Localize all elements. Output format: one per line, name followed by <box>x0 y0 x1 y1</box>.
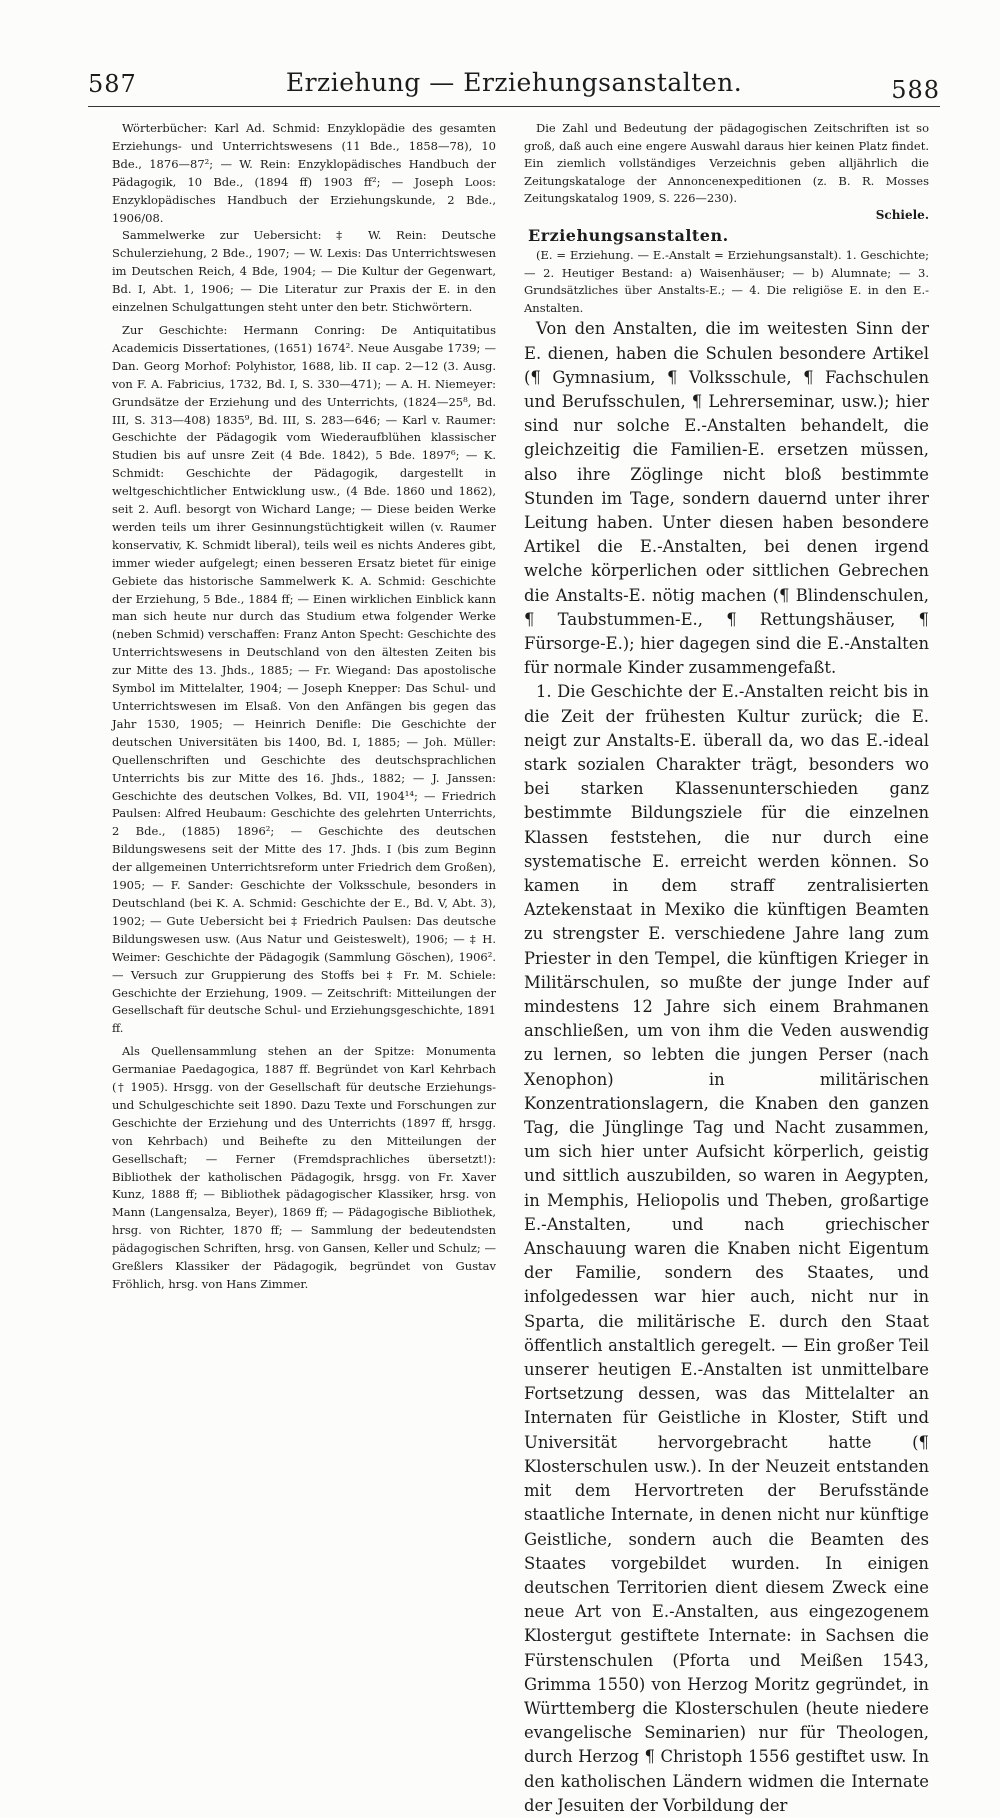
article-paragraph-intro: Von den Anstalten, die im weitesten Sinn der E. dienen, haben die Schulen besondere Artikel (¶ Gymnasium, ¶ Volksschule, ¶ Fachschulen und Berufsschulen, ¶ Lehrerseminar, usw.); hier sind nur solche E.-Anstalten behandelt, die gleichzeitig die Familien-E. ersetzen müssen, also ihre Zöglinge nicht bloß bestimmte Stunden im Tage, sondern dauernd unter ihrer Leitung haben. Unter diesen haben besondere Artikel die E.-Anstalten, bei denen irgend welche körperlichen oder sittlichen Gebrechen die Anstalts-E. nötig machen (¶ Blindenschulen, ¶ Taubstummen-E., ¶ Rettungshäuser, ¶ Fürsorge-E.); hier dagegen sind die E.-Anstalten für normale Kinder zusammengefaßt. <box>524 319 929 678</box>
right-column-article <box>524 120 929 1815</box>
author-signature: Schiele. <box>875 207 929 222</box>
page-header <box>88 62 940 104</box>
article-heading: Erziehungsanstalten. <box>528 225 729 245</box>
article-contents: (E. = Erziehung. — E.-Anstalt = Erziehungsanstalt). 1. Geschichte; — 2. Heutiger Bestand: a) Waisenhäuser; — b) Alumnate; — 3. Grundsätzliches über Anstalts-E.; — 4. Die religiöse E. in den E.-Anstalten. <box>524 247 929 315</box>
bibliography-sources: Als Quellensammlung stehen an der Spitze: Monumenta Germaniae Paedagogica, 1887 ff. Begründet von Karl Kehrbach († 1905). Hrsgg. von der Gesellschaft für deutsche Erziehungs- und Schulgeschichte seit 1890. Dazu Texte und Forschungen zur Geschichte der Erziehung und des Unterrichts (1897 ff, hrsgg. von Kehrbach) und Beihefte zu den Mitteilungen der Gesellschaft; — Ferner (Fremdsprachliches übersetzt!): Bibliothek der katholischen Pädagogik, hrsgg. von Fr. Xaver Kunz, 1888 ff; — Bibliothek pädagogischer Klassiker, hrsg. von Mann (Langensalza, Beyer), 1869 ff; — Pädagogische Bibliothek, hrsg. von Richter, 1870 ff; — Sammlung der bedeutendsten pädagogischen Schriften, hrsg. von Gansen, Keller und Schulz; — Greßlers Klassiker der Pädagogik, begründet von Gustav Fröhlich, hrsg. von Hans Zimmer. <box>112 1044 496 1291</box>
header-rule <box>88 106 940 107</box>
bibliography-collections: Sammelwerke zur Uebersicht: ‡ W. Rein: Deutsche Schulerziehung, 2 Bde., 1907; — W. Lexis: Das Unterrichtswesen im Deutschen Reich, 4 Bde, 1904; — Die Kultur der Gegenwart, Bd. I, Abt. 1, 1906; — Die Literatur zur Praxis der E. in den einzelnen Schulgattungen steht unter den betr. Stichwörtern. <box>112 228 496 315</box>
bibliography-dictionaries: Wörterbücher: Karl Ad. Schmid: Enzyklopädie des gesamten Erziehungs- und Unterrichtswesens (11 Bde., 1858—78), 10 Bde., 1876—87²; — W. Rein: Enzyklopädisches Handbuch der Pädagogik, 10 Bde., (1894 ff) 1903 ff²; — Joseph Loos: Enzyklopädisches Handbuch der Erziehungskunde, 2 Bde., 1906/08. <box>112 121 496 225</box>
left-column-bibliography <box>112 120 496 1530</box>
running-title: Erziehung — Erziehungsanstalten. <box>285 68 743 97</box>
article-paragraph-history: 1. Die Geschichte der E.-Anstalten reicht bis in die Zeit der frühesten Kultur zurück; die E. neigt zur Anstalts-E. überall da, wo das E.-ideal stark sozialen Charakter trägt, besonders wo bei starken Klassenunterschieden ganz bestimmte Bildungsziele für die einzelnen Klassen feststehen, die nur durch eine systematische E. erreicht werden können. So kamen in dem straff zentralisierten Aztekenstaat in Mexiko die künftigen Beamten zu strengster E. verschiedene Jahre lang zum Priester in den Tempel, die künftigen Krieger in Militärschulen, so mußte der junge Inder auf mindestens 12 Jahre sich einem Brahmanen anschließen, um von ihm die Veden auswendig zu lernen, so lebten die jungen Perser (nach Xenophon) in militärischen Konzentrationslagern, die Knaben den ganzen Tag, die Jünglinge Tag und Nacht zusammen, um sich hier unter Aufsicht körperlich, geistig und sittlich auszubilden, so waren in Aegypten, in Memphis, Heliopolis und Theben, großartige E.-Anstalten, und nach griechischer Anschauung waren die Knaben nicht Eigentum der Familie, sondern des Staates, und infolgedessen war hier auch, nicht nur in Sparta, die militärische E. durch den Staat öffentlich anstaltlich geregelt. — Ein großer Teil unserer heutigen E.-Anstalten ist unmittelbare Fortsetzung dessen, was das Mittelalter an Internaten für Geistliche in Kloster, Stift und Universität hervorgebracht hatte (¶ Klosterschulen usw.). In der Neuzeit entstanden mit dem Hervortreten der Berufsstände staatliche Internate, in denen nicht nur künftige Geistliche, sondern auch die Beamten des Staates vorgebildet wurden. In einigen deutschen Territorien dient diesem Zweck eine neue Art von E.-Anstalten, aus eingezogenem Klostergut gestiftete Internate: in Sachsen die Fürstenschulen (Pforta und Meißen 1543, Grimma 1550) von Herzog Moritz gegründet, in Württemberg die Klosterschulen (heute niedere evangelische Seminarien) nur für Theologen, durch Herzog ¶ Christoph 1556 gestiftet usw. In den katholischen Ländern widmen die Internate der Jesuiten der Vorbildung der <box>524 682 929 1815</box>
bibliography-history: Zur Geschichte: Hermann Conring: De Antiquitatibus Academicis Dissertationes, (1651) 1674². Neue Ausgabe 1739; — Dan. Georg Morhof: Polyhistor, 1688, lib. II cap. 2—12 (3. Ausg. von F. A. Fabricius, 1732, Bd. I, S. 330—471); — A. H. Niemeyer: Grundsätze der Erziehung und des Unterrichts, (1824—25⁸, Bd. III, S. 313—408) 1835⁹, Bd. III, S. 283—646; — Karl v. Raumer: Geschichte der Pädagogik vom Wiederaufblühen klassischer Studien bis auf unsre Zeit (4 Bde. 1842), 5 Bde. 1897⁶; — K. Schmidt: Geschichte der Pädagogik, dargestellt in weltgeschichtlicher Entwicklung usw., (4 Bde. 1860 und 1862), seit 2. Aufl. besorgt von Wichard Lange; — Diese beiden Werke werden teils um ihrer Gesinnungstüchtigkeit willen (v. Raumer konservativ, K. Schmidt liberal), teils weil es nichts Anderes gibt, immer wieder aufgelegt; einen besseren Ersatz bietet für einige Gebiete das historische Sammelwerk K. A. Schmid: Geschichte der Erziehung, 5 Bde., 1884 ff; — Einen wirklichen Einblick kann man sich heute nur durch das Studium etwa folgender Werke (neben Schmid) verschaffen: Franz Anton Specht: Geschichte des Unterrichtswesens in Deutschland von den ältesten Zeiten bis zur Mitte des 13. Jhds., 1885; — Fr. Wiegand: Das apostolische Symbol im Mittelalter, 1904; — Joseph Knepper: Das Schul- und Unterrichtswesen im Elsaß. Von den Anfängen bis gegen das Jahr 1530, 1905; — Heinrich Denifle: Die Geschichte der deutschen Universitäten bis 1400, Bd. I, 1885; — Joh. Müller: Quellenschriften und Geschichte des deutschsprachlichen Unterrichts bis zur Mitte des 16. Jhds., 1882; — J. Janssen: Geschichte des deutschen Volkes, Bd. VII, 1904¹⁴; — Friedrich Paulsen: Alfred Heubaum: Geschichte des gelehrten Unterrichts, 2 Bde., (1885) 1896²; — Geschichte des deutschen Bildungswesens seit der Mitte des 17. Jhds. I (bis zum Beginn der allgemeinen Unterrichtsreform unter Friedrich dem Großen), 1905; — F. Sander: Geschichte der Volksschule, besonders in Deutschland (bei K. A. Schmid: Geschichte der E., Bd. V, Abt. 3), 1902; — Gute Uebersicht bei ‡ Friedrich Paulsen: Das deutsche Bildungswesen usw. (Aus Natur und Geisteswelt), 1906; — ‡ H. Weimer: Geschichte der Pädagogik (Sammlung Göschen), 1906². — Versuch zur Gruppierung des Stoffs bei ‡ Fr. M. Schiele: Geschichte der Erziehung, 1909. — Zeitschrift: Mitteilungen der Gesellschaft für deutsche Schul- und Erziehungsgeschichte, 1891 ff. <box>112 322 496 1036</box>
periodicals-note: Die Zahl und Bedeutung der pädagogischen Zeitschriften ist so groß, daß auch eine engere Auswahl daraus hier keinen Platz findet. Ein ziemlich vollständiges Verzeichnis geben alljährlich die Zeitungskataloge der Annoncenexpeditionen (z. B. R. Mosses Zeitungskatalog 1909, S. 226—230). <box>524 121 929 206</box>
page-number-right: 588 <box>891 76 940 104</box>
page-number-left: 587 <box>88 70 137 98</box>
